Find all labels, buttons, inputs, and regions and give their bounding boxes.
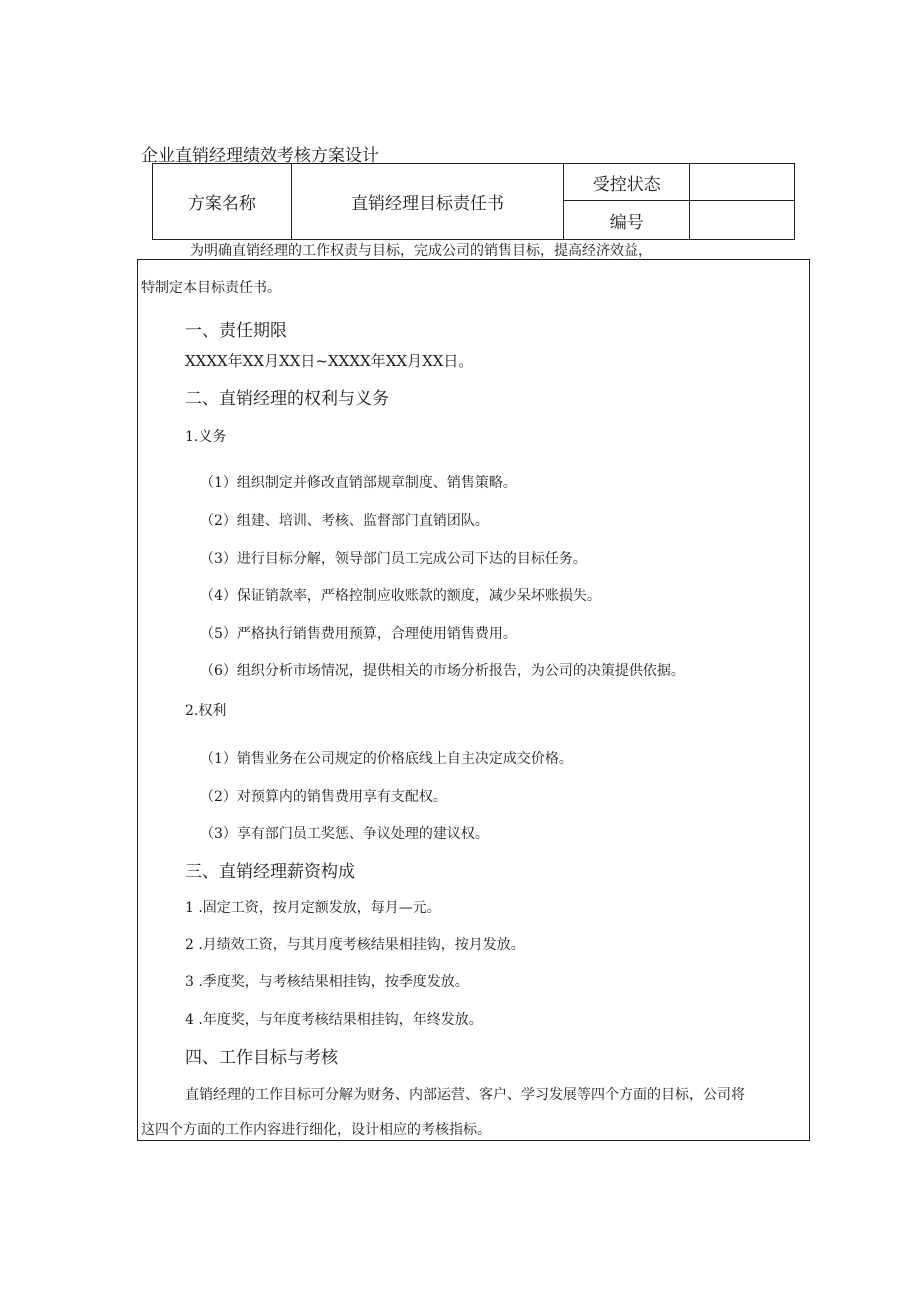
rights-title: 2.权利 <box>185 703 227 719</box>
duties-title: 1.义务 <box>185 429 227 445</box>
duty-item: （6）组织分析市场情况，提供相关的市场分析报告，为公司的决策提供依据。 <box>200 663 685 679</box>
duty-item: （4）保证销款率，严格控制应收账款的额度，减少呆坏账损失。 <box>200 588 601 604</box>
right-item: （1）销售业务在公司规定的价格底线上自主决定成交价格。 <box>200 751 573 767</box>
salary-item: 4 .年度奖，与年度考核结果相挂钩，年终发放。 <box>185 1012 483 1028</box>
plan-name-label: 方案名称 <box>153 164 292 240</box>
section-4-paragraph-line-1: 直销经理的工作目标可分解为财务、内部运营、客户、学习发展等四个方面的目标，公司将 <box>185 1087 745 1103</box>
intro-line-2: 特制定本目标责任书。 <box>141 280 281 296</box>
document-number-label: 编号 <box>564 201 690 240</box>
content-box <box>137 259 810 1141</box>
plan-name-value: 直销经理目标责任书 <box>291 164 564 240</box>
duty-item: （1）组织制定并修改直销部规章制度、销售策略。 <box>200 475 517 491</box>
salary-item: 3 .季度奖，与考核结果相挂钩，按季度发放。 <box>185 974 469 990</box>
document-title: 企业直销经理绩效考核方案设计 <box>141 146 379 166</box>
right-item: （3）享有部门员工奖惩、争议处理的建议权。 <box>200 826 489 842</box>
control-status-value <box>690 164 795 201</box>
section-4-paragraph-line-2: 这四个方面的工作内容进行细化，设计相应的考核指标。 <box>141 1122 491 1138</box>
duty-item: （2）组建、培训、考核、监督部门直销团队。 <box>200 513 489 529</box>
duty-item: （3）进行目标分解，领导部门员工完成公司下达的目标任务。 <box>200 551 587 567</box>
duty-item: （5）严格执行销售费用预算，合理使用销售费用。 <box>200 626 517 642</box>
salary-item: 1 .固定工资，按月定额发放，每月—元。 <box>185 900 441 916</box>
header-table <box>152 163 795 240</box>
section-2-heading: 二、直销经理的权利与义务 <box>185 389 389 409</box>
salary-item: 2 .月绩效工资，与其月度考核结果相挂钩，按月发放。 <box>185 937 525 953</box>
section-3-heading: 三、直销经理薪资构成 <box>185 862 355 882</box>
section-1-heading: 一、责任期限 <box>185 321 287 341</box>
document-number-value <box>690 201 795 240</box>
responsibility-term: XXXX年XX月XX日~XXXX年XX月XX日。 <box>185 352 474 370</box>
section-4-heading: 四、工作目标与考核 <box>185 1048 338 1068</box>
right-item: （2）对预算内的销售费用享有支配权。 <box>200 789 447 805</box>
control-status-label: 受控状态 <box>564 164 690 201</box>
intro-line-1: 为明确直销经理的工作权责与目标，完成公司的销售目标，提高经济效益， <box>190 243 652 259</box>
